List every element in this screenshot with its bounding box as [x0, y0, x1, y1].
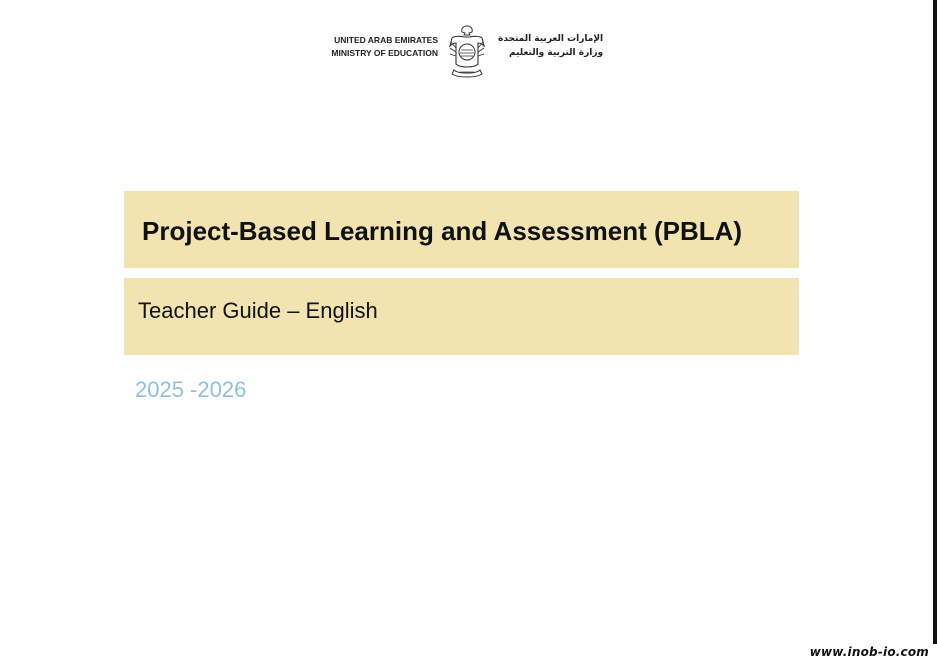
document-subtitle: Teacher Guide – English: [138, 298, 378, 323]
document-title: Project-Based Learning and Assessment (PBLA): [142, 216, 743, 246]
ministry-name-english: [331, 34, 438, 60]
ministry-header: [318, 24, 618, 80]
ministry-name-arabic: [498, 32, 603, 60]
ministry-name-arabic-line: وزارة التربية والتعليم: [509, 48, 604, 58]
page-edge-border: [933, 0, 937, 644]
country-name-english: UNITED ARAB EMIRATES: [334, 35, 438, 45]
academic-year: 2025 -2026: [135, 377, 247, 402]
title-band: [124, 191, 799, 268]
country-name-arabic: الإمارات العربية المتحدة: [498, 34, 604, 44]
ministry-name-english-line: MINISTRY OF EDUCATION: [331, 48, 438, 58]
subtitle-band: [124, 278, 799, 355]
site-watermark: www.inob-io.com: [809, 645, 929, 659]
uae-falcon-emblem-icon: [444, 24, 490, 80]
